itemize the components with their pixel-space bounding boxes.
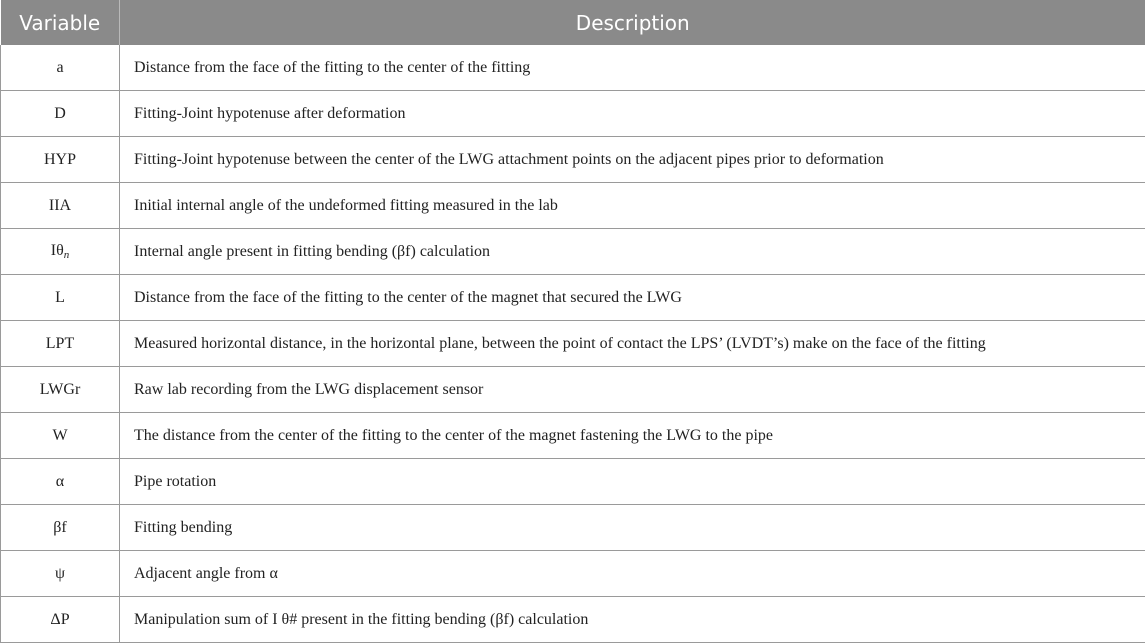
description-cell: Internal angle present in fitting bending (βf) calculation xyxy=(120,229,1145,275)
variable-cell: IIA xyxy=(1,183,120,229)
table-header xyxy=(1,0,1145,45)
variable-cell: HYP xyxy=(1,137,120,183)
table-row xyxy=(1,597,1145,643)
table-row xyxy=(1,91,1145,137)
variable-cell: W xyxy=(1,413,120,459)
table-row xyxy=(1,551,1145,597)
variable-base: Iθ xyxy=(51,242,64,259)
variable-column-header: Variable xyxy=(1,0,120,45)
description-cell: Raw lab recording from the LWG displacement sensor xyxy=(120,367,1145,413)
variable-cell: ΔP xyxy=(1,597,120,643)
variable-cell: L xyxy=(1,275,120,321)
table-row xyxy=(1,275,1145,321)
description-cell: Distance from the face of the fitting to the center of the fitting xyxy=(120,45,1145,91)
table-row xyxy=(1,137,1145,183)
description-cell: Adjacent angle from α xyxy=(120,551,1145,597)
header-row xyxy=(1,0,1145,45)
variable-cell xyxy=(1,229,120,275)
table-row xyxy=(1,45,1145,91)
table-row xyxy=(1,459,1145,505)
variable-cell: LWGr xyxy=(1,367,120,413)
description-cell: Distance from the face of the fitting to the center of the magnet that secured the LWG xyxy=(120,275,1145,321)
variable-cell: LPT xyxy=(1,321,120,367)
table-row xyxy=(1,413,1145,459)
description-column-header: Description xyxy=(120,0,1145,45)
description-cell: Initial internal angle of the undeformed fitting measured in the lab xyxy=(120,183,1145,229)
table-row xyxy=(1,367,1145,413)
description-cell: Fitting-Joint hypotenuse after deformation xyxy=(120,91,1145,137)
description-cell: Fitting bending xyxy=(120,505,1145,551)
variable-cell: a xyxy=(1,45,120,91)
variable-subscript: n xyxy=(64,249,70,261)
variable-cell: α xyxy=(1,459,120,505)
variable-cell: βf xyxy=(1,505,120,551)
variable-cell: D xyxy=(1,91,120,137)
table-row xyxy=(1,321,1145,367)
description-cell: Fitting-Joint hypotenuse between the center of the LWG attachment points on the adjacent pipes prior to deformation xyxy=(120,137,1145,183)
table-row xyxy=(1,183,1145,229)
variable-cell: ψ xyxy=(1,551,120,597)
table-row xyxy=(1,229,1145,275)
description-cell: The distance from the center of the fitting to the center of the magnet fastening the LWG to the pipe xyxy=(120,413,1145,459)
description-cell: Pipe rotation xyxy=(120,459,1145,505)
table-body xyxy=(1,45,1145,643)
description-cell: Measured horizontal distance, in the horizontal plane, between the point of contact the LPS’ (LVDT’s) make on the face of the fitting xyxy=(120,321,1145,367)
description-cell: Manipulation sum of I θ# present in the fitting bending (βf) calculation xyxy=(120,597,1145,643)
table-row xyxy=(1,505,1145,551)
